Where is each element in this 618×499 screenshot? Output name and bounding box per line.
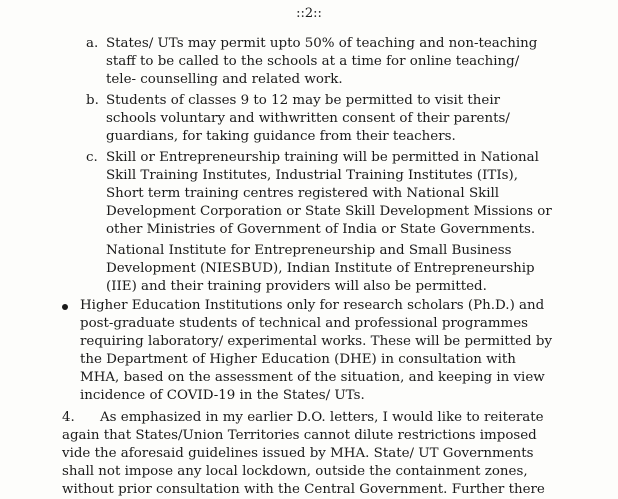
item-b-line: Students of classes 9 to 12 may be permitted to visit their [106, 93, 501, 108]
para4-line: vide the aforesaid guidelines issued by MHA. State/ UT Governments [62, 446, 534, 461]
bullet-line: post-graduate students of technical and professional programmes [80, 316, 529, 331]
item-c-para2-line: National Institute for Entrepreneurship and Small Business [106, 243, 512, 258]
item-c-para2-line: (IIE) and their training providers will also be permitted. [106, 279, 487, 294]
item-c-line: Short term training centres registered with National Skill [106, 186, 500, 201]
para4-line: As emphasized in my earlier D.O. letters, I would like to reiterate [100, 410, 544, 425]
item-a-line: tele- counselling and related work. [106, 72, 343, 87]
item-b-line: guardians, for taking guidance from their teachers. [106, 129, 456, 144]
item-b-line: schools voluntary and withwritten consent of their parents/ [106, 111, 510, 126]
bullet-dot [62, 304, 68, 310]
bullet-line: the Department of Higher Education (DHE) in consultation with [80, 352, 516, 367]
para4-line: again that States/Union Territories cannot dilute restrictions imposed [62, 428, 537, 443]
bullet-line: requiring laboratory/ experimental works. These will be permitted by [80, 334, 553, 349]
item-a-marker: a. [86, 36, 99, 51]
bullet-line: Higher Education Institutions only for research scholars (Ph.D.) and [80, 298, 545, 313]
bullet-line: incidence of COVID-19 in the States/ UTs. [80, 388, 365, 403]
bullet-line: MHA, based on the assessment of the situation, and keeping in view [80, 370, 545, 385]
item-b-marker: b. [86, 93, 99, 108]
item-a-line: staff to be called to the schools at a time for online teaching/ [106, 54, 520, 69]
item-c-line: other Ministries of Government of India or State Governments. [106, 222, 536, 237]
item-a-line: States/ UTs may permit upto 50% of teaching and non-teaching [106, 36, 538, 51]
para4-line: shall not impose any local lockdown, outside the containment zones, [62, 464, 528, 479]
item-c-line: Skill or Entrepreneurship training will be permitted in National [106, 150, 539, 165]
para4-number: 4. [62, 410, 75, 425]
item-c-marker: c. [86, 150, 98, 165]
item-c-line: Development Corporation or State Skill Development Missions or [106, 204, 552, 219]
item-c-para2-line: Development (NIESBUD), Indian Institute of Entrepreneurship [106, 261, 535, 276]
item-c-line: Skill Training Institutes, Industrial Training Institutes (ITIs), [106, 168, 518, 183]
page-number: ::2:: [296, 6, 322, 21]
para4-line: without prior consultation with the Central Government. Further there [62, 482, 545, 497]
